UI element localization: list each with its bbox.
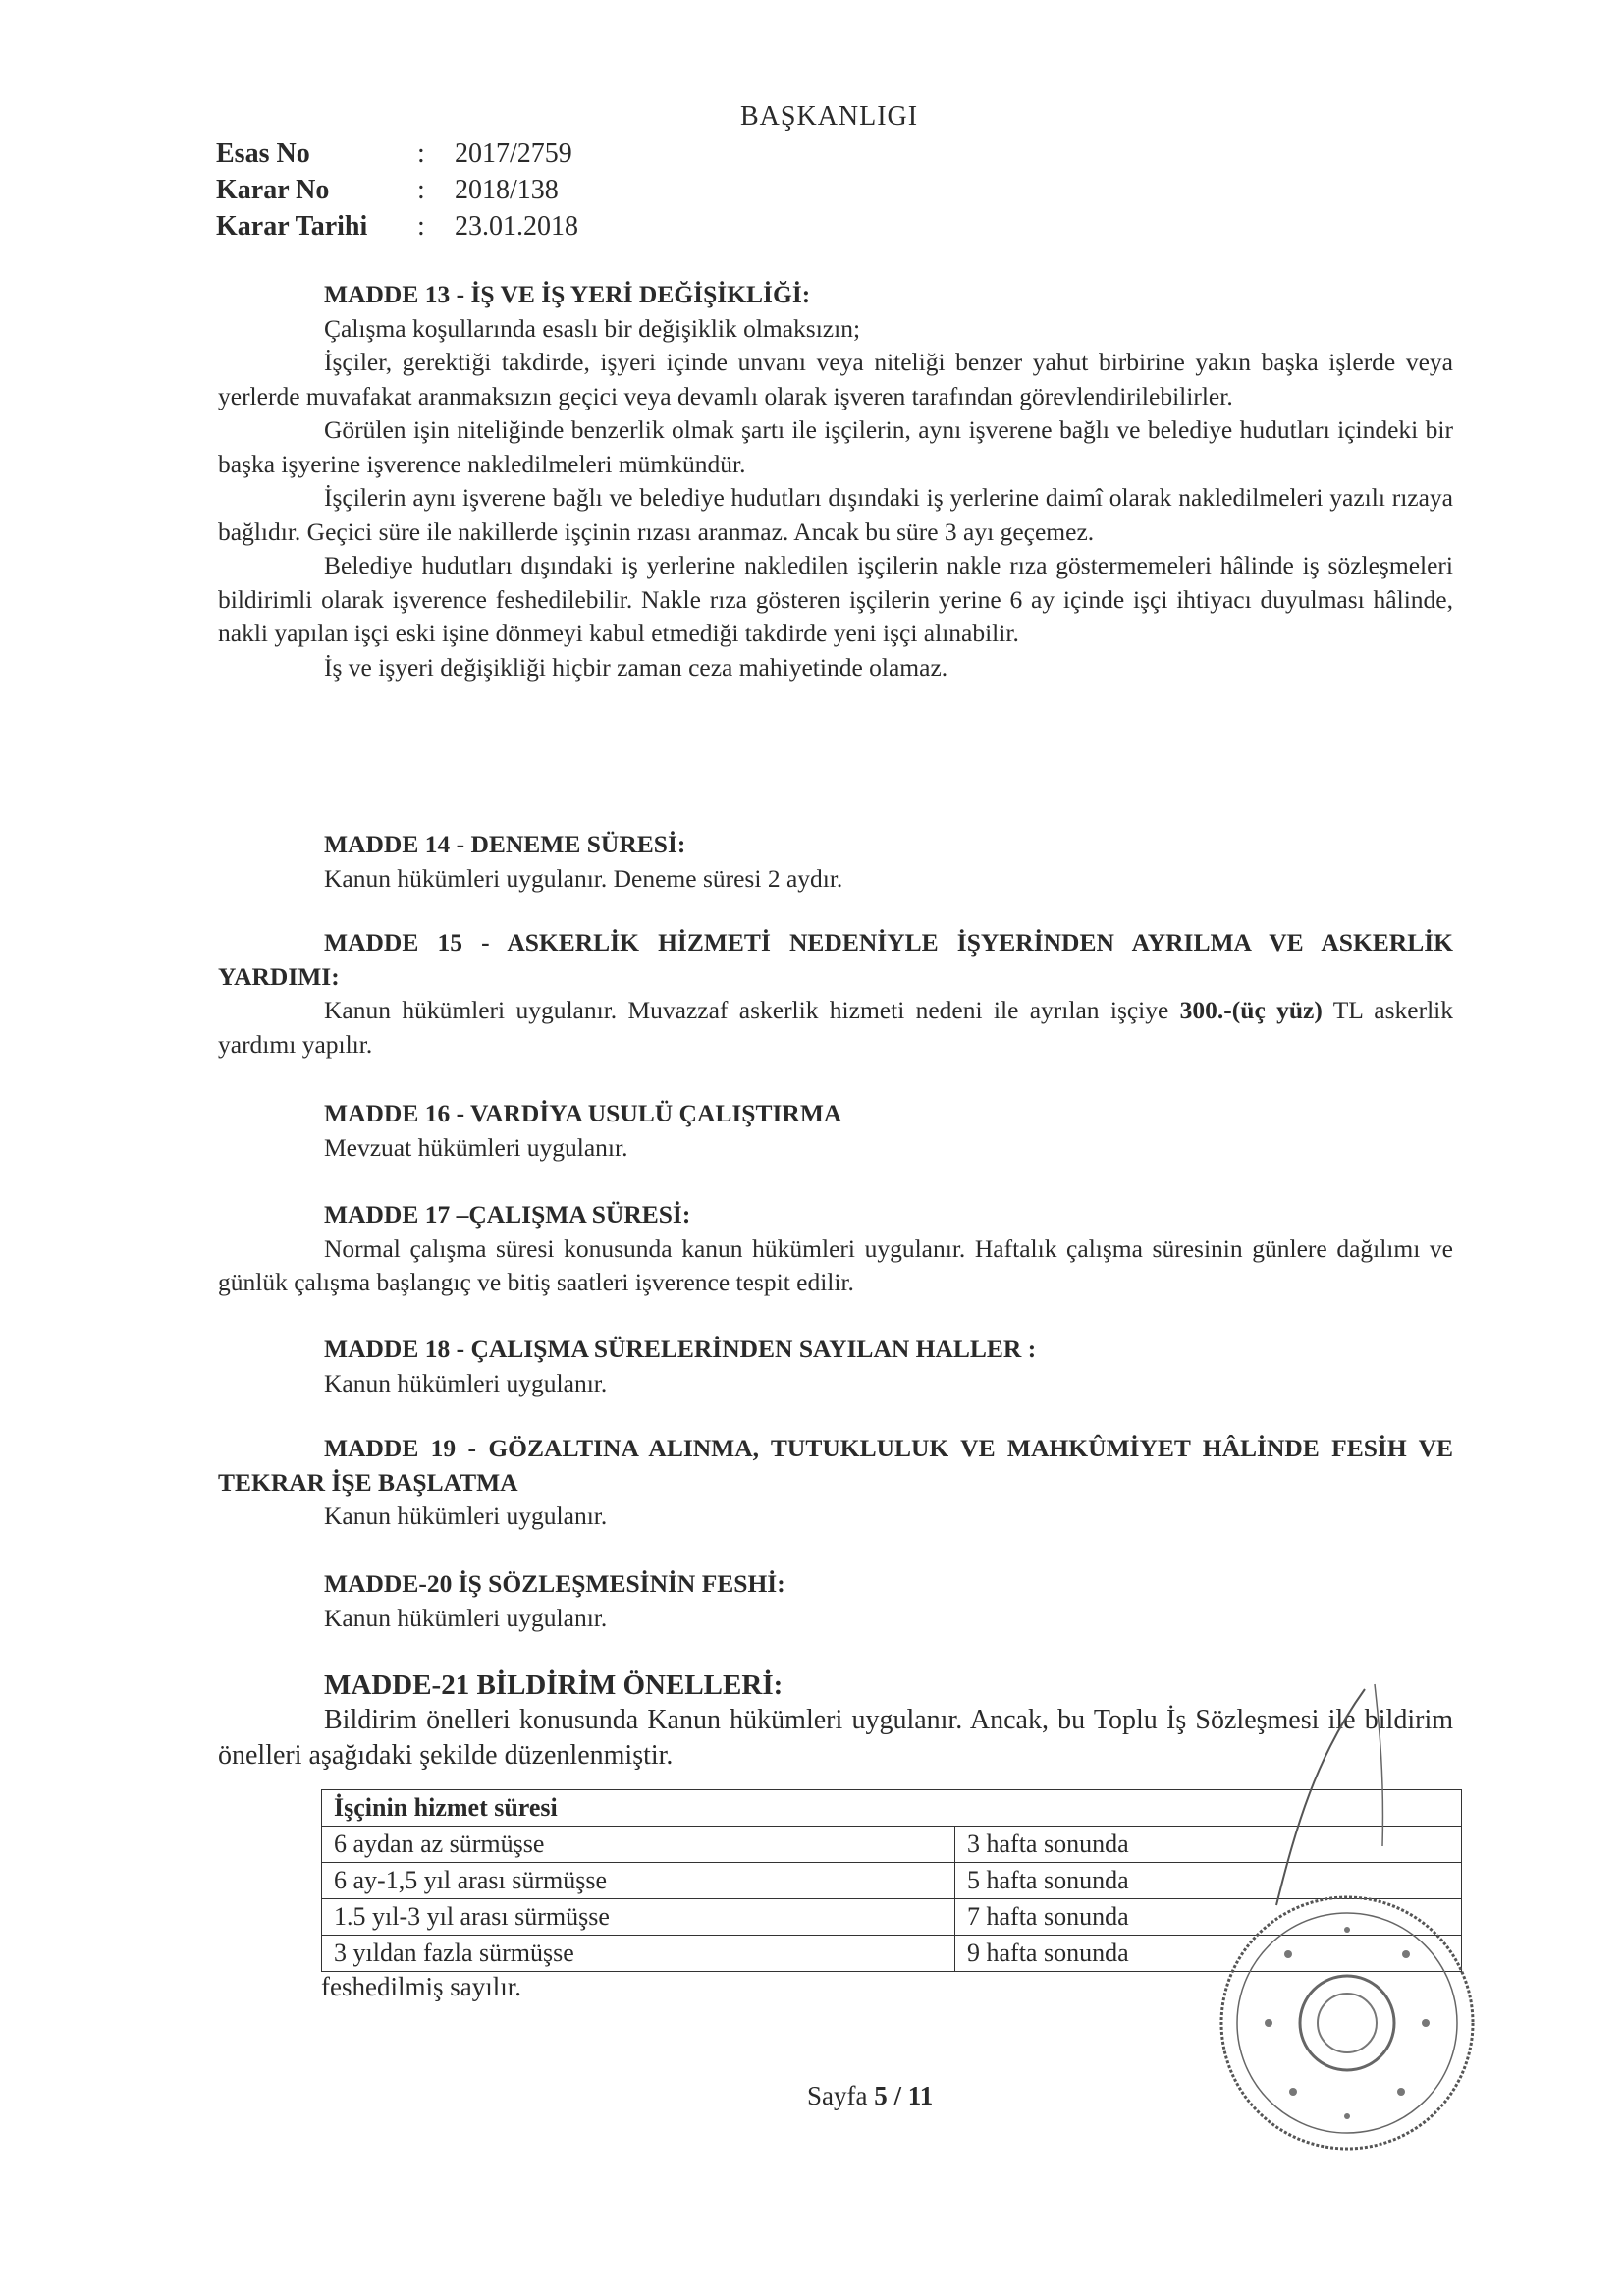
article-16-text: Mevzuat hükümleri uygulanır. [324, 1132, 628, 1162]
article-14-text: Kanun hükümleri uygulanır. Deneme süresi 2 aydır. [324, 863, 843, 893]
tarih-value: 23.01.2018 [455, 211, 578, 242]
article-19 [218, 1432, 1453, 1534]
karar-value: 2018/138 [455, 175, 559, 205]
esas-row [216, 136, 578, 172]
article-21-text: Bildirim önelleri konusunda Kanun hükümleri uygulanır. Ancak, bu Toplu İş Sözleşmesi ile bildirim önelleri aşağıdaki şekilde düzenlenmiştir. [218, 1705, 1453, 1771]
official-stamp-icon [1210, 1886, 1485, 2160]
colon: : [417, 211, 425, 242]
notice-cell: 9 hafta sonunda [955, 1936, 1462, 1972]
article-13 [218, 278, 1453, 684]
article-13-p1: Çalışma koşullarında esaslı bir değişiklik olmaksızın; [324, 313, 861, 343]
article-13-p6: İş ve işyeri değişikliği hiçbir zaman ceza mahiyetinde olamaz. [324, 652, 948, 682]
duration-cell: 1.5 yıl-3 yıl arası sürmüşse [322, 1899, 955, 1936]
duration-cell: 3 yıldan fazla sürmüşse [322, 1936, 955, 1972]
article-21-closing: feshedilmiş sayılır. [321, 1972, 521, 2001]
table-header: İşçinin hizmet süresi [322, 1790, 1462, 1827]
article-14-heading: MADDE 14 - DENEME SÜRESİ: [324, 830, 686, 858]
esas-label: Esas No [216, 138, 310, 169]
tarih-label: Karar Tarihi [216, 211, 368, 242]
article-15-text [218, 994, 1453, 1062]
article-13-p2: İşçiler, gerektiği takdirde, işyeri içinde unvanı veya niteliği benzer yahut birbirine yakın başka işlerde veya yerlerde muvafakat aranmaksızın geçici veya devamlı olarak işveren tarafından görevlendirilebilirler. [218, 348, 1453, 410]
article-20 [218, 1567, 1453, 1635]
tarih-row [216, 208, 578, 245]
article-21-heading: MADDE-21 BİLDİRİM ÖNELLERİ: [324, 1669, 784, 1701]
article-19-text: Kanun hükümleri uygulanır. [324, 1502, 608, 1530]
page-number [807, 2081, 933, 2111]
page-value: 5 / 11 [874, 2081, 934, 2110]
article-15 [218, 926, 1453, 1062]
article-13-p4: İşçilerin aynı işverene bağlı ve belediye hudutları dışındaki iş yerlerine daimî olarak nakledilmeleri yazılı rızaya bağlıdır. Geçici süre ile nakillerde işçinin rızası aranmaz. Ancak bu süre 3 ayı geçemez. [218, 483, 1453, 546]
article-17-text: Normal çalışma süresi konusunda kanun hükümleri uygulanır. Haftalık çalışma süresinin günlere dağılımı ve günlük çalışma başlangıç ve bitiş saatleri işverence tespit edilir. [218, 1233, 1453, 1296]
notice-cell: 5 hafta sonunda [955, 1863, 1462, 1899]
article-13-p5: Belediye hudutları dışındaki iş yerlerine nakledilen işçilerin nakle rıza göstermemeleri hâlinde iş sözleşmeleri bildirimli olarak işverence feshedilebilir. Nakle rıza gösteren işçilerin yerine 6 ay içinde işçi ihtiyacı duyulması hâlinde, nakli yapılan işçi eski işine dönmeyi kabul etmediği takdirde yeni işçi alınabilir. [218, 551, 1453, 647]
karar-row [216, 172, 578, 208]
article-20-heading: MADDE-20 İŞ SÖZLEŞMESİNİN FESHİ: [324, 1569, 785, 1598]
article-14 [218, 828, 1453, 896]
article-20-text: Kanun hükümleri uygulanır. [324, 1603, 608, 1632]
article-15-text-a: Kanun hükümleri uygulanır. Muvazzaf askerlik hizmeti nedeni ile ayrılan işçiye [324, 996, 1180, 1024]
duration-cell: 6 aydan az sürmüşse [322, 1827, 955, 1863]
article-18-heading: MADDE 18 - ÇALIŞMA SÜRELERİNDEN SAYILAN HALLER : [324, 1335, 1037, 1363]
article-16-heading: MADDE 16 - VARDİYA USULÜ ÇALIŞTIRMA [324, 1099, 842, 1127]
page-prefix: Sayfa [807, 2081, 875, 2110]
notice-cell: 3 hafta sonunda [955, 1827, 1462, 1863]
article-13-p3: Görülen işin niteliğinde benzerlik olmak şartı ile işçilerin, aynı işverene bağlı ve belediye hudutları içindeki bir başka işyerine işverence nakledilmeleri mümkündür. [218, 415, 1453, 478]
article-17 [218, 1198, 1453, 1300]
article-19-heading: MADDE 19 - GÖZALTINA ALINMA, TUTUKLULUK VE MAHKÛMİYET HÂLİNDE FESİH VE TEKRAR İŞE BAŞLATMA [218, 1434, 1453, 1497]
esas-value: 2017/2759 [455, 138, 572, 169]
article-15-heading: MADDE 15 - ASKERLİK HİZMETİ NEDENİYLE İŞYERİNDEN AYRILMA VE ASKERLİK YARDIMI: [218, 928, 1453, 991]
article-15-text-b: TL askerlik yardımı yapılır. [218, 996, 1453, 1059]
duration-cell: 6 ay-1,5 yıl arası sürmüşse [322, 1863, 955, 1899]
article-18 [218, 1333, 1453, 1400]
article-16 [218, 1097, 1453, 1165]
article-17-heading: MADDE 17 –ÇALIŞMA SÜRESİ: [324, 1200, 691, 1229]
case-metadata [216, 136, 578, 245]
karar-label: Karar No [216, 175, 330, 205]
colon: : [417, 175, 425, 205]
colon: : [417, 138, 425, 169]
article-13-heading: MADDE 13 - İŞ VE İŞ YERİ DEĞİŞİKLİĞİ: [324, 280, 811, 308]
office-title: BAŞKANLIGI [740, 101, 919, 132]
notice-cell: 7 hafta sonunda [955, 1899, 1462, 1936]
article-15-amount: 300.-(üç yüz) [1179, 996, 1323, 1024]
article-18-text: Kanun hükümleri uygulanır. [324, 1368, 608, 1397]
